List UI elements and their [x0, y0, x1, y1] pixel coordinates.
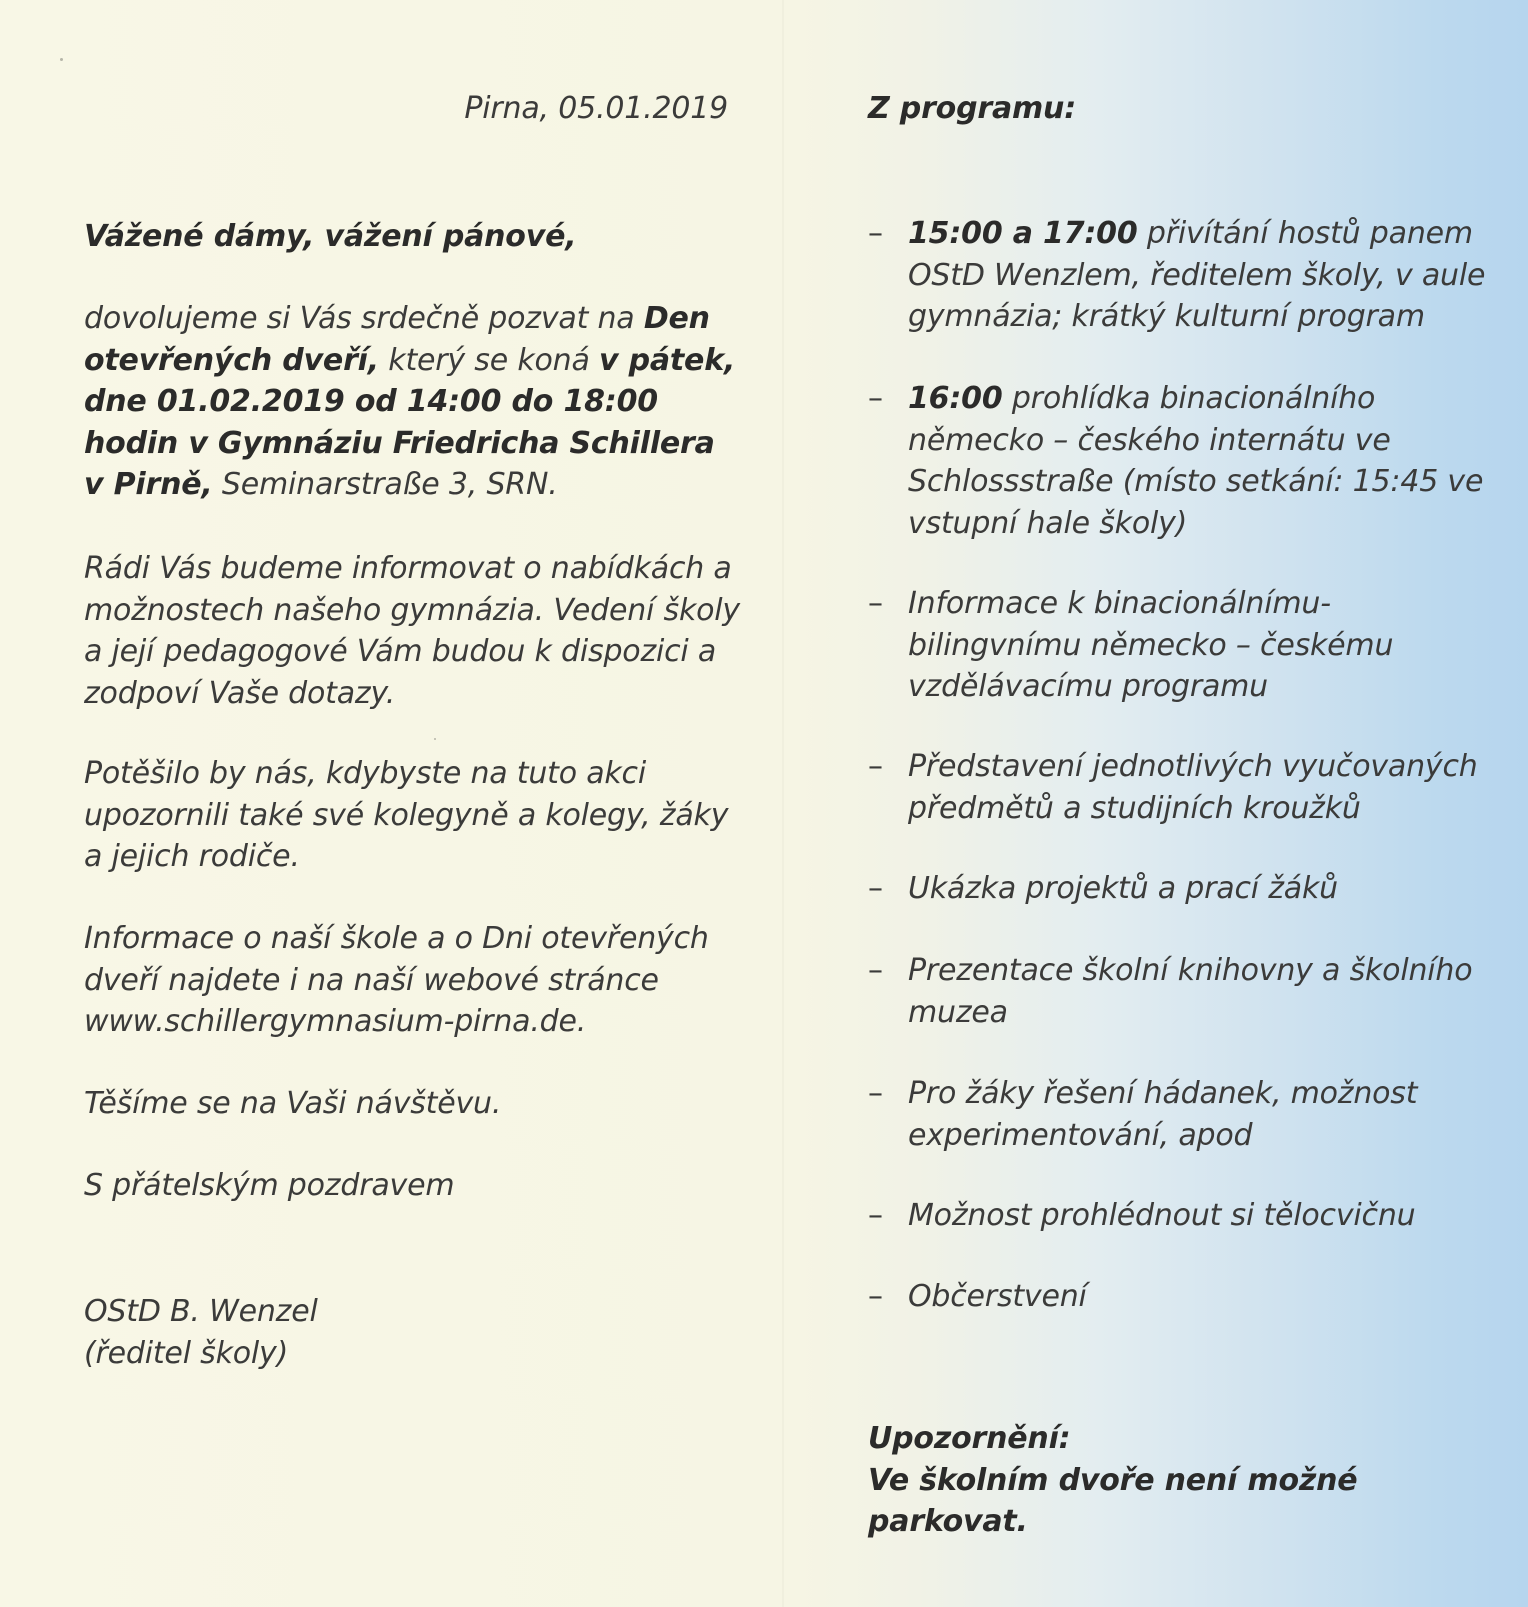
program-item-text: Možnost prohlédnout si tělocvičnu — [908, 1198, 1416, 1233]
program-item — [868, 213, 1488, 338]
closing-text: S přátelským pozdravem — [84, 1168, 455, 1203]
dash-bullet: – — [868, 871, 883, 906]
program-item-text: Představení jednotlivých vyučovaných předmětů a studijních kroužků — [908, 749, 1478, 826]
dash-bullet: – — [868, 1279, 883, 1314]
event-name: Den otevřených dveří, — [84, 301, 710, 378]
signature-role: (ředitel školy) — [84, 1335, 289, 1371]
invitation-text: dovolujeme si Vás srdečně pozvat na — [84, 301, 644, 336]
website-paragraph: Informace o naší škole a o Dni otevřených dveří najdete i na naší webové stránce www.schillergymnasium-pirna.de. — [84, 921, 709, 1039]
dash-bullet: – — [868, 1076, 883, 1111]
fold-line — [782, 0, 784, 1607]
program-title: Z programu: — [868, 91, 1077, 126]
letter-date: Pirna, 05.01.2019 — [464, 91, 728, 126]
dash-bullet: – — [868, 586, 883, 621]
program-item — [868, 746, 1488, 829]
dash-bullet: – — [868, 749, 883, 784]
program-item — [868, 1276, 1488, 1318]
program-item-text: přivítání hostů panem OStD Wenzlem, ředitelem školy, v aule gymnázia; krátký kulturní program — [908, 216, 1486, 334]
paper-speck — [60, 58, 63, 61]
looking-forward-text: Těšíme se na Vaši návštěvu. — [84, 1086, 502, 1121]
program-item-text: Pro žáky řešení hádanek, možnost experimentování, apod — [908, 1076, 1418, 1153]
invitation-paragraph — [84, 298, 744, 506]
program-item — [868, 378, 1488, 544]
program-item — [868, 1073, 1488, 1156]
dash-bullet: – — [868, 216, 883, 251]
paper-speck — [434, 738, 436, 740]
program-item-text: Informace k binacionálnímu-bilingvnímu německo – českému vzdělávacímu programu — [908, 586, 1394, 704]
program-time: 16:00 — [908, 381, 1003, 416]
event-date-place: v pátek, dne 01.02.2019 od 14:00 do 18:00 hodin v Gymnáziu Friedricha Schillera v Pirně, — [84, 342, 736, 502]
program-item-text: prohlídka binacionálního německo – českého internátu ve Schlossstraße (místo setkání: 15:45 ve vstupní hale školy) — [908, 381, 1484, 541]
program-item-text: Občerstvení — [908, 1279, 1087, 1314]
signature-name: OStD B. Wenzel — [84, 1294, 318, 1329]
program-time: 15:00 a 17:00 — [908, 216, 1138, 251]
share-paragraph: Potěšilo by nás, kdybyste na tuto akci upozornili také své kolegyně a kolegy, žáky a jejich rodiče. — [84, 756, 729, 874]
notice-title: Upozornění: — [868, 1421, 1071, 1456]
program-item — [868, 583, 1488, 708]
letter-salutation: Vážené dámy, vážení pánové, — [84, 219, 577, 254]
info-paragraph: Rádi Vás budeme informovat o nabídkách a možnostech našeho gymnázia. Vedení školy a její pedagogové Vám budou k dispozici a zodpoví Vaše dotazy. — [84, 551, 740, 711]
signature — [84, 1291, 318, 1374]
program-item — [868, 950, 1488, 1033]
program-item-text: Prezentace školní knihovny a školního muzea — [908, 953, 1473, 1030]
notice-text: Ve školním dvoře není možné parkovat. — [868, 1462, 1358, 1539]
dash-bullet: – — [868, 953, 883, 988]
invitation-text: který se koná — [378, 342, 599, 378]
dash-bullet: – — [868, 1198, 883, 1233]
program-item — [868, 868, 1488, 910]
dash-bullet: – — [868, 381, 883, 416]
parking-notice — [868, 1418, 1508, 1543]
program-item — [868, 1195, 1488, 1237]
program-item-text: Ukázka projektů a prací žáků — [908, 871, 1338, 906]
event-address: Seminarstraße 3, SRN. — [212, 467, 558, 502]
